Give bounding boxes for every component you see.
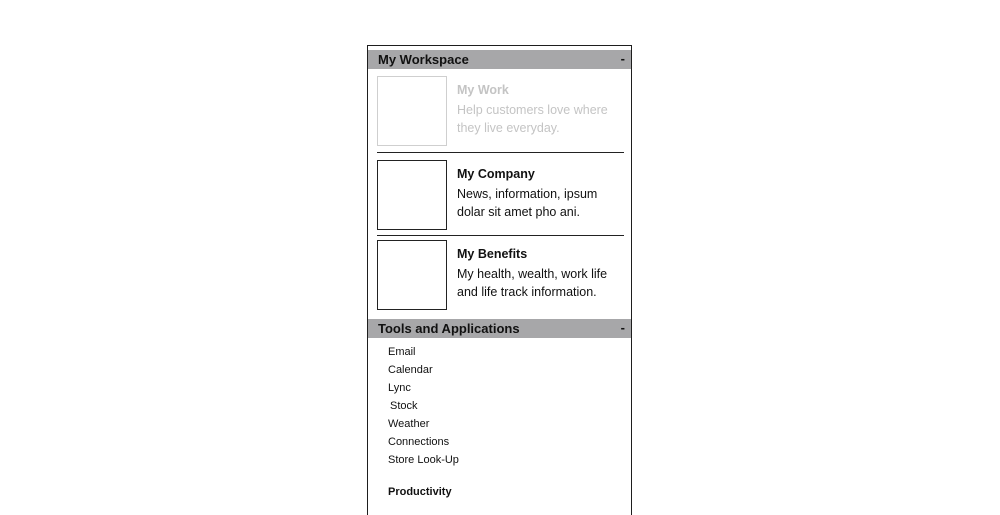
my-work-title: My Work — [457, 83, 509, 97]
productivity-subheading: Productivity — [388, 486, 452, 498]
tools-and-applications-header[interactable] — [368, 319, 631, 338]
tool-link-email[interactable]: Email — [388, 346, 416, 358]
collapse-workspace-icon[interactable]: - — [620, 51, 625, 66]
sidebar-panel — [367, 45, 632, 515]
tools-list — [388, 343, 459, 469]
my-company-thumbnail — [377, 160, 447, 230]
my-benefits-description: My health, wealth, work life and life track information. — [457, 267, 608, 299]
my-benefits-thumbnail — [377, 240, 447, 310]
my-company-card[interactable] — [377, 160, 624, 232]
my-work-description: Help customers love where they live everyday. — [457, 103, 608, 135]
tool-link-weather[interactable]: Weather — [388, 418, 430, 430]
my-workspace-title: My Workspace — [378, 52, 469, 67]
my-company-description: News, information, ipsum dolar sit amet pho ani. — [457, 187, 598, 219]
tool-link-calendar[interactable]: Calendar — [388, 364, 433, 376]
divider — [377, 152, 624, 153]
my-benefits-title: My Benefits — [457, 247, 528, 261]
tool-link-connections[interactable]: Connections — [388, 436, 450, 448]
my-company-title: My Company — [457, 167, 535, 181]
tool-link-store-look-up[interactable]: Store Look-Up — [388, 454, 459, 466]
my-workspace-header[interactable] — [368, 50, 631, 69]
divider — [377, 235, 624, 236]
tool-link-stock[interactable]: Stock — [390, 400, 418, 412]
my-benefits-card[interactable] — [377, 240, 624, 312]
my-work-card[interactable] — [377, 76, 624, 148]
tool-link-lync[interactable]: Lync — [388, 382, 411, 394]
tools-and-applications-title: Tools and Applications — [378, 321, 520, 336]
my-work-thumbnail — [377, 76, 447, 146]
collapse-tools-icon[interactable]: - — [620, 320, 625, 335]
